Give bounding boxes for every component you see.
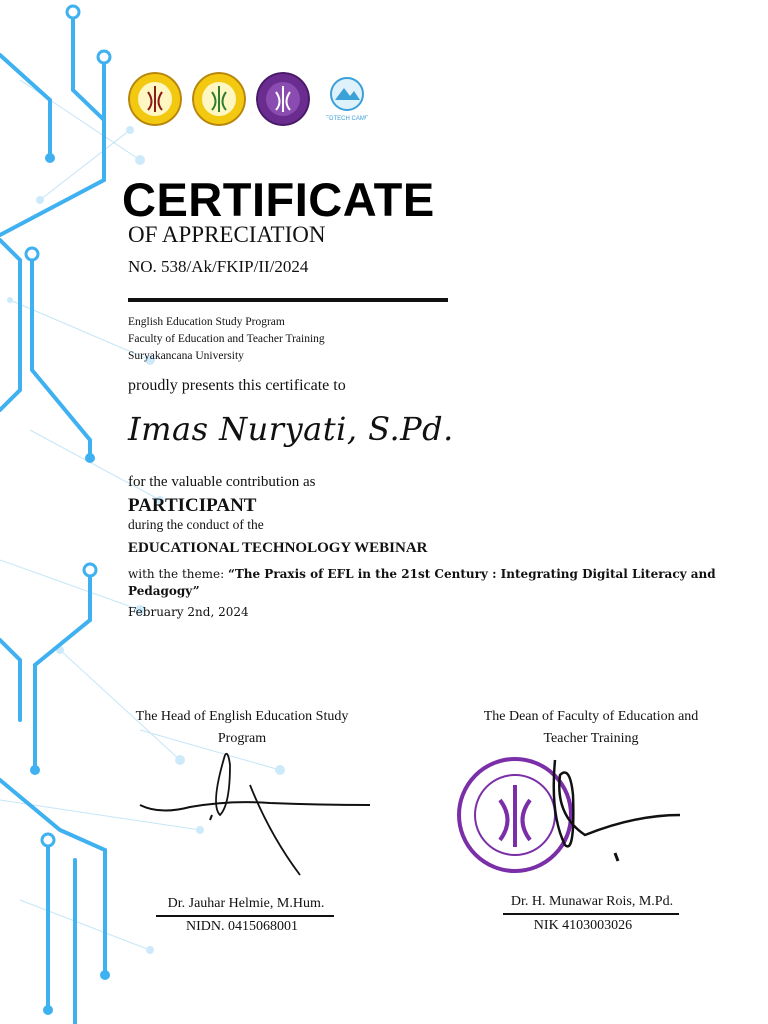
signatory-name: Dr. H. Munawar Rois, M.Pd. — [510, 894, 674, 909]
theme-text — [128, 566, 728, 600]
university-stamp-icon — [455, 755, 685, 880]
presents-text: proudly presents this certificate to — [128, 377, 346, 394]
during-text: during the conduct of the — [128, 517, 264, 532]
certificate-number: NO. 538/Ak/FKIP/II/2024 — [128, 257, 309, 276]
organization-line: Suryakancana University — [128, 350, 244, 362]
event-date: February 2nd, 2024 — [128, 605, 249, 619]
participant-role: PARTICIPANT — [128, 495, 257, 516]
signatory-id: NIDN. 0415068001 — [186, 919, 298, 934]
signature-line — [503, 913, 679, 915]
signatory-title — [451, 706, 731, 750]
signatory-title-line: Program — [217, 731, 267, 746]
title-divider — [128, 298, 448, 302]
university-seal-icon — [256, 72, 310, 126]
signatory-name: Dr. Jauhar Helmie, M.Hum. — [167, 896, 325, 911]
signatory-title-line: Teacher Training — [543, 731, 639, 746]
signature-head-icon — [130, 745, 380, 885]
signatory-title-line: The Dean of Faculty of Education and — [483, 709, 699, 724]
signatory-title-line: The Head of English Education Study — [135, 709, 349, 724]
organization-line: English Education Study Program — [128, 316, 285, 328]
university-seal-icon — [192, 72, 246, 126]
edtech-camp-logo-icon — [320, 72, 374, 126]
contribution-text: for the valuable contribution as — [128, 474, 316, 490]
event-title: EDUCATIONAL TECHNOLOGY WEBINAR — [128, 540, 428, 556]
svg-text:EDTECH CAMP: EDTECH CAMP — [325, 116, 369, 122]
university-seal-icon — [128, 72, 182, 126]
signatory-title — [102, 706, 382, 750]
logo-row — [128, 72, 374, 126]
theme-prefix: with the theme: — [128, 567, 228, 581]
certificate-subtitle: OF APPRECIATION — [128, 222, 326, 247]
signature-line — [156, 915, 334, 917]
theme-title: “The Praxis of EFL in the 21st Century : Integrating Digital Literacy and Pedagogy” — [128, 567, 716, 598]
signatory-id: NIK 4103003026 — [533, 918, 633, 933]
certificate-title: CERTIFICATE — [122, 173, 435, 226]
organization-line: Faculty of Education and Teacher Training — [128, 333, 325, 345]
recipient-name: Imas Nuryati, S.Pd. — [128, 410, 454, 448]
